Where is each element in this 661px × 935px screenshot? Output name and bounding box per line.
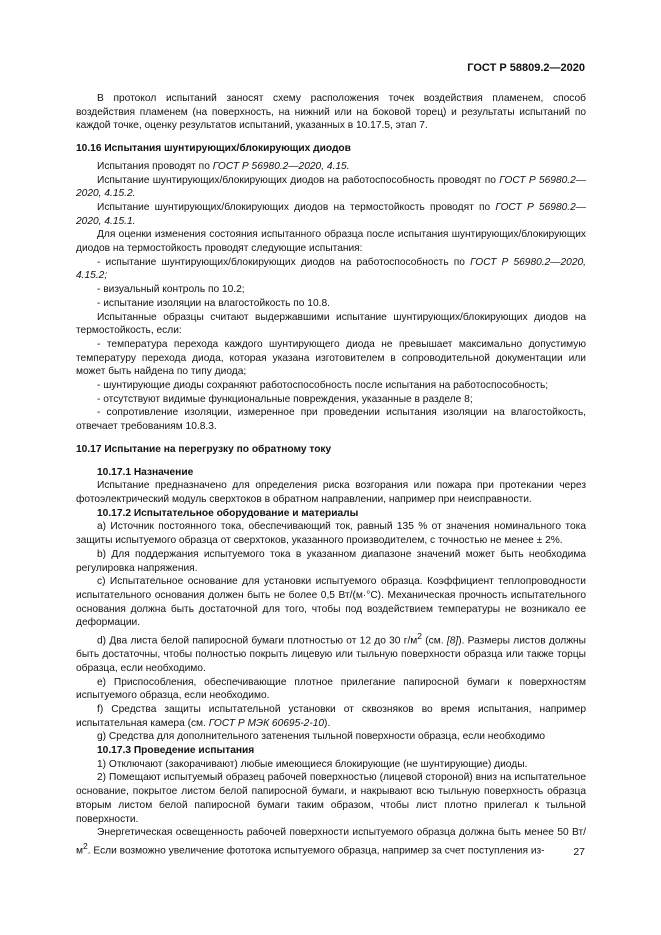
list-item: g) Средства для дополнительного затенения тыльной поверхности образца, если необходимо: [97, 731, 545, 743]
list-item: - испытание изоляции на влагостойкость по 10.8.: [97, 297, 330, 309]
paragraph-text: Испытание шунтирующих/блокирующих диодов на работоспособность проводят по: [97, 174, 500, 186]
paragraph: [76, 826, 586, 858]
list-item: b) Для поддержания испытуемого тока в указанном диапазоне значений может быть необходима регулировка напряжения.: [76, 548, 586, 574]
page-content: [76, 92, 586, 858]
paragraph: [76, 174, 586, 201]
standard-reference: ГОСТ Р МЭК 60695-2-10: [208, 717, 325, 729]
list-item-text: f) Средства защиты испытательной установки от сквозняков во время испытания, например испытательная камера (см.: [76, 703, 586, 729]
standard-reference: ГОСТ Р 56980.2—2020, 4.15.2.: [76, 174, 586, 200]
list-item-text: ). Размеры листов должны быть достаточны, чтобы полностью покрыть лицевую или тыльную поверхности образца или также торцы образца, если необходимо.: [76, 635, 586, 674]
list-item-text: - испытание шунтирующих/блокирующих диодов на работоспособность по: [97, 256, 471, 268]
paragraph: Испытанные образцы считают выдержавшими испытание шунтирующих/блокирующих диодов на термостойкость, если:: [76, 311, 586, 337]
list-item: 2) Помещают испытуемый образец рабочей поверхностью (лицевой стороной) вниз на испытательное основание, покрытое листом белой папиросной бумаги, и накрывают всю тыльную поверхность образца вторым листом белой папиросной бумаги таким образом, чтобы лист плотно прилегал к тыльной поверхности.: [76, 772, 586, 825]
list-item: [76, 256, 586, 283]
standard-reference: ГОСТ Р 56980.2—2020, 4.15.: [212, 160, 350, 172]
superscript: 2: [83, 840, 88, 851]
list-item: e) Приспособления, обеспечивающие плотное прилегание папиросной бумаги к поверхностям испытуемого образца, если необходимо.: [76, 676, 586, 702]
list-item-text: d) Два листа белой папиросной бумаги плотностью от 12 до 30 г/м: [97, 635, 418, 647]
list-item: c) Испытательное основание для установки испытуемого образца. Коэффициент теплопроводности испытательного основания должен быть не более 0,5 Вт/(м·°С). Механическая прочность испытательного основания должна быть достаточной для того, чтобы под воздействием температуры не возникало ее деформации.: [76, 576, 586, 629]
list-item: - шунтирующие диоды сохраняют работоспособность после испытания на работоспособность;: [97, 380, 549, 392]
list-item: [76, 630, 586, 676]
list-item: - визуальный контроль по 10.2;: [97, 284, 245, 296]
list-item: [76, 703, 586, 730]
protocol-paragraph: В протокол испытаний заносят схему расположения точек воздействия пламенем, способ воздействия пламенем (на поверхность, на нижний или на боковой торец) и результаты испытаний по каждой точке, оценку результатов испытаний, указанных в 10.17.5, этап 7.: [76, 93, 586, 132]
subsection-heading: 10.17.1 Назначение: [97, 466, 194, 478]
list-item-text: ).: [324, 717, 331, 729]
list-item: 1) Отключают (закорачивают) любые имеющиеся блокирующие (не шунтирующие) диоды.: [97, 758, 528, 770]
section-10-17-heading: 10.17 Испытание на перегрузку по обратному току: [76, 443, 332, 455]
document-id-header: ГОСТ Р 58809.2—2020: [467, 62, 585, 74]
list-item: - температура перехода каждого шунтирующего диода не превышает максимально допустимую температуру перехода диода, которая указана изготовителем в сопроводительной документации или может быть найдена по типу диода;: [76, 338, 586, 378]
section-10-16-heading: 10.16 Испытания шунтирующих/блокирующих диодов: [76, 143, 351, 155]
paragraph: Испытание предназначено для определения риска возгорания или пожара при протекании через фотоэлектрический модуль сверхтоков в обратном направлении, например при неисправности.: [76, 480, 586, 505]
list-item: a) Источник постоянного тока, обеспечивающий ток, равный 135 % от значения номинального тока защиты испытуемого образца от сверхтоков, указанного производителем, с точностью не менее ± 2%.: [76, 521, 586, 547]
list-item: - отсутствуют видимые функциональные повреждения, указанные в разделе 8;: [97, 393, 473, 405]
paragraph: [76, 160, 586, 174]
paragraph-text: Испытание шунтирующих/блокирующих диодов на термостойкость проводят по: [97, 201, 496, 213]
subsection-heading: 10.17.2 Испытательное оборудование и материалы: [97, 507, 359, 519]
page-number: 27: [573, 846, 585, 858]
paragraph-text: . Если возможно увеличение фототока испытуемого образца, например за счет поступления из-: [87, 845, 545, 857]
list-item: - сопротивление изоляции, измеренное при проведении испытания изоляции на влагостойкость, отвечает требованиям 10.8.3.: [76, 407, 586, 433]
paragraph-text: Испытания проводят по: [97, 160, 213, 172]
bibliography-reference: [8]: [446, 635, 459, 647]
subsection-heading: 10.17.3 Проведение испытания: [97, 745, 255, 757]
list-item-text: (см.: [422, 635, 447, 647]
superscript: 2: [417, 631, 423, 642]
standard-reference: ГОСТ Р 56980.2—2020, 4.15.1.: [76, 201, 586, 227]
paragraph: [76, 201, 586, 228]
standard-reference: ГОСТ Р 56980.2—2020, 4.15.2;: [76, 256, 586, 282]
paragraph-text: Энергетическая освещенность рабочей поверхности испытуемого образца должна быть менее 50 Вт/м: [76, 827, 586, 857]
paragraph: Для оценки изменения состояния испытанного образца после испытания шунтирующих/блокирующих диодов на термостойкость проводят следующие испытания:: [76, 229, 586, 255]
